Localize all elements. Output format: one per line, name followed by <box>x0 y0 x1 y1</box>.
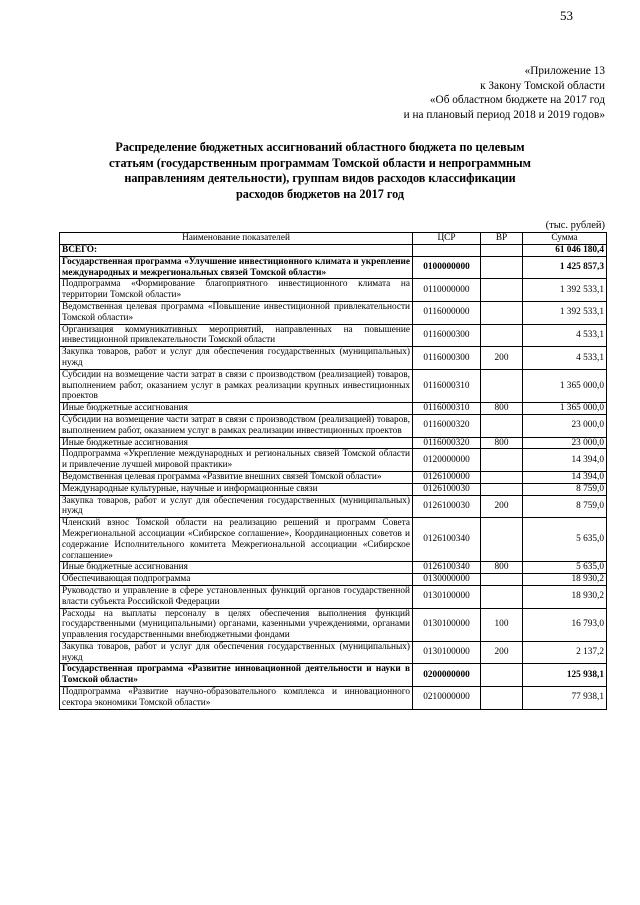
table-row <box>60 347 607 370</box>
header-vr: ВР <box>481 233 523 245</box>
cell-name: Организация коммуникативных мероприятий, направленных на повышение инвестиционной привлекательности Томской области <box>60 324 413 347</box>
title-line: расходов бюджетов на 2017 год <box>235 186 404 201</box>
cell-vr <box>481 449 523 472</box>
table-body <box>60 245 607 710</box>
appendix-line: «Об областном бюджете на 2017 год <box>429 94 605 106</box>
cell-csr: 0130000000 <box>413 574 481 586</box>
cell-csr: 0126100000 <box>413 471 481 483</box>
cell-sum: 23 000,0 <box>523 437 607 449</box>
cell-sum: 8 759,0 <box>523 483 607 495</box>
table-row <box>60 449 607 472</box>
cell-vr <box>481 324 523 347</box>
cell-name: Государственная программа «Улучшение инвестиционного климата и укрепление международных и межрегиональных связей Томской области» <box>60 256 413 279</box>
cell-csr: 0126100030 <box>413 483 481 495</box>
cell-name: Иные бюджетные ассигнования <box>60 562 413 574</box>
cell-vr <box>481 414 523 437</box>
cell-sum: 14 394,0 <box>523 471 607 483</box>
cell-name: Субсидии на возмещение части затрат в связи с производством (реализацией) товаров, выполнением работ, оказанием услуг в рамках реализации крупных инвестиционных проектов <box>60 369 413 402</box>
budget-table <box>59 232 607 710</box>
title-line: направлениям деятельности), группам видов расходов классификации <box>124 171 516 185</box>
cell-name: Обеспечивающая подпрограмма <box>60 574 413 586</box>
cell-vr <box>481 574 523 586</box>
cell-vr <box>481 585 523 608</box>
cell-sum: 23 000,0 <box>523 414 607 437</box>
title-line: Распределение бюджетных ассигнований областного бюджета по целевым <box>115 140 525 154</box>
table-row <box>60 414 607 437</box>
header-name: Наименование показателей <box>60 233 413 245</box>
cell-sum: 5 635,0 <box>523 518 607 562</box>
cell-sum: 4 533,1 <box>523 347 607 370</box>
cell-vr: 200 <box>481 495 523 518</box>
cell-sum: 1 365 000,0 <box>523 403 607 415</box>
table-row <box>60 301 607 324</box>
table-row <box>60 369 607 402</box>
cell-vr: 800 <box>481 437 523 449</box>
appendix-line: и на плановый период 2018 и 2019 годов» <box>403 108 605 121</box>
cell-csr: 0110000000 <box>413 279 481 302</box>
table-row <box>60 585 607 608</box>
cell-csr: 0130100000 <box>413 641 481 664</box>
cell-vr <box>481 301 523 324</box>
table-header-row <box>60 233 607 245</box>
cell-vr <box>481 483 523 495</box>
cell-vr: 800 <box>481 562 523 574</box>
cell-sum: 14 394,0 <box>523 449 607 472</box>
page-number: 53 <box>560 8 573 23</box>
appendix-header <box>285 64 605 122</box>
cell-vr <box>481 369 523 402</box>
cell-sum: 77 938,1 <box>523 687 607 710</box>
cell-sum: 18 930,2 <box>523 574 607 586</box>
table-row <box>60 256 607 279</box>
cell-name: Подпрограмма «Формирование благоприятного инвестиционного климата на территории Томской области» <box>60 279 413 302</box>
table-row <box>60 687 607 710</box>
cell-name: Ведомственная целевая программа «Развитие внешних связей Томской области» <box>60 471 413 483</box>
cell-name: Расходы на выплаты персоналу в целях обеспечения выполнения функций государственными (муниципальными) органами, казенными учреждениями, органами управления государственными внебюджетными фондами <box>60 608 413 641</box>
units-label: (тыс. рублей) <box>545 220 605 231</box>
table-row <box>60 437 607 449</box>
cell-sum: 16 793,0 <box>523 608 607 641</box>
appendix-line: «Приложение 13 <box>524 65 605 77</box>
cell-sum: 1 425 857,3 <box>523 256 607 279</box>
cell-name: Международные культурные, научные и информационные связи <box>60 483 413 495</box>
cell-csr: 0126100030 <box>413 495 481 518</box>
cell-csr: 0210000000 <box>413 687 481 710</box>
table-row <box>60 471 607 483</box>
table-row <box>60 562 607 574</box>
cell-csr: 0116000320 <box>413 437 481 449</box>
cell-sum: 4 533,1 <box>523 324 607 347</box>
cell-sum: 8 759,0 <box>523 495 607 518</box>
cell-sum: 1 392 533,1 <box>523 279 607 302</box>
cell-sum: 5 635,0 <box>523 562 607 574</box>
cell-csr: 0200000000 <box>413 664 481 687</box>
cell-csr: 0120000000 <box>413 449 481 472</box>
cell-vr <box>481 687 523 710</box>
cell-name: Государственная программа «Развитие инновационной деятельности и науки в Томской области» <box>60 664 413 687</box>
table-row <box>60 245 607 257</box>
cell-csr: 0100000000 <box>413 256 481 279</box>
cell-csr: 0126100340 <box>413 562 481 574</box>
cell-vr <box>481 471 523 483</box>
header-sum: Сумма <box>523 233 607 245</box>
cell-csr: 0116000310 <box>413 403 481 415</box>
cell-vr <box>481 245 523 257</box>
cell-csr: 0116000000 <box>413 301 481 324</box>
table-row <box>60 403 607 415</box>
cell-name: Руководство и управление в сфере установленных функций органов государственной власти субъекта Российской Федерации <box>60 585 413 608</box>
document-title <box>80 140 560 202</box>
cell-csr: 0126100340 <box>413 518 481 562</box>
cell-sum: 125 938,1 <box>523 664 607 687</box>
cell-vr: 200 <box>481 641 523 664</box>
header-csr: ЦСР <box>413 233 481 245</box>
cell-vr <box>481 518 523 562</box>
cell-name: Подпрограмма «Развитие научно-образовательного комплекса и инновационного сектора экономики Томской области» <box>60 687 413 710</box>
cell-csr: 0116000300 <box>413 347 481 370</box>
cell-vr: 100 <box>481 608 523 641</box>
cell-name: Закупка товаров, работ и услуг для обеспечения государственных (муниципальных) нужд <box>60 641 413 664</box>
cell-vr <box>481 256 523 279</box>
cell-csr: 0116000320 <box>413 414 481 437</box>
cell-sum: 18 930,2 <box>523 585 607 608</box>
table-row <box>60 324 607 347</box>
table-row <box>60 641 607 664</box>
table-row <box>60 279 607 302</box>
title-line: статьям (государственным программам Томской области и непрограммным <box>109 155 531 170</box>
table-row <box>60 483 607 495</box>
cell-name: Иные бюджетные ассигнования <box>60 403 413 415</box>
table-row <box>60 495 607 518</box>
cell-sum: 2 137,2 <box>523 641 607 664</box>
cell-name: Иные бюджетные ассигнования <box>60 437 413 449</box>
cell-csr: 0130100000 <box>413 608 481 641</box>
cell-csr: 0130100000 <box>413 585 481 608</box>
table-row <box>60 664 607 687</box>
cell-csr: 0116000310 <box>413 369 481 402</box>
cell-vr <box>481 664 523 687</box>
cell-vr <box>481 279 523 302</box>
cell-vr: 800 <box>481 403 523 415</box>
cell-vr: 200 <box>481 347 523 370</box>
cell-csr <box>413 245 481 257</box>
cell-name: Субсидии на возмещение части затрат в связи с производством (реализацией) товаров, выполнением работ, оказанием услуг в рамках реализации инвестиционных проектов <box>60 414 413 437</box>
cell-csr: 0116000300 <box>413 324 481 347</box>
cell-sum: 1 365 000,0 <box>523 369 607 402</box>
table-row <box>60 518 607 562</box>
table-row <box>60 574 607 586</box>
cell-name: Закупка товаров, работ и услуг для обеспечения государственных (муниципальных) нужд <box>60 495 413 518</box>
cell-name: Членский взнос Томской области на реализацию решений и программ Совета Межрегиональной ассоциации «Сибирское соглашение», Координационных советов и содержание Исполнительного комитета Межрегиональной ассоциации «Сибирское соглашение» <box>60 518 413 562</box>
cell-name: Подпрограмма «Укрепление международных и региональных связей Томской области и привлечение лучшей мировой практики» <box>60 449 413 472</box>
appendix-line: к Закону Томской области <box>480 79 605 92</box>
cell-sum: 1 392 533,1 <box>523 301 607 324</box>
cell-name: ВСЕГО: <box>60 245 413 257</box>
cell-sum: 61 046 180,4 <box>523 245 607 257</box>
cell-name: Ведомственная целевая программа «Повышение инвестиционной привлекательности Томской области» <box>60 301 413 324</box>
table-row <box>60 608 607 641</box>
cell-name: Закупка товаров, работ и услуг для обеспечения государственных (муниципальных) нужд <box>60 347 413 370</box>
